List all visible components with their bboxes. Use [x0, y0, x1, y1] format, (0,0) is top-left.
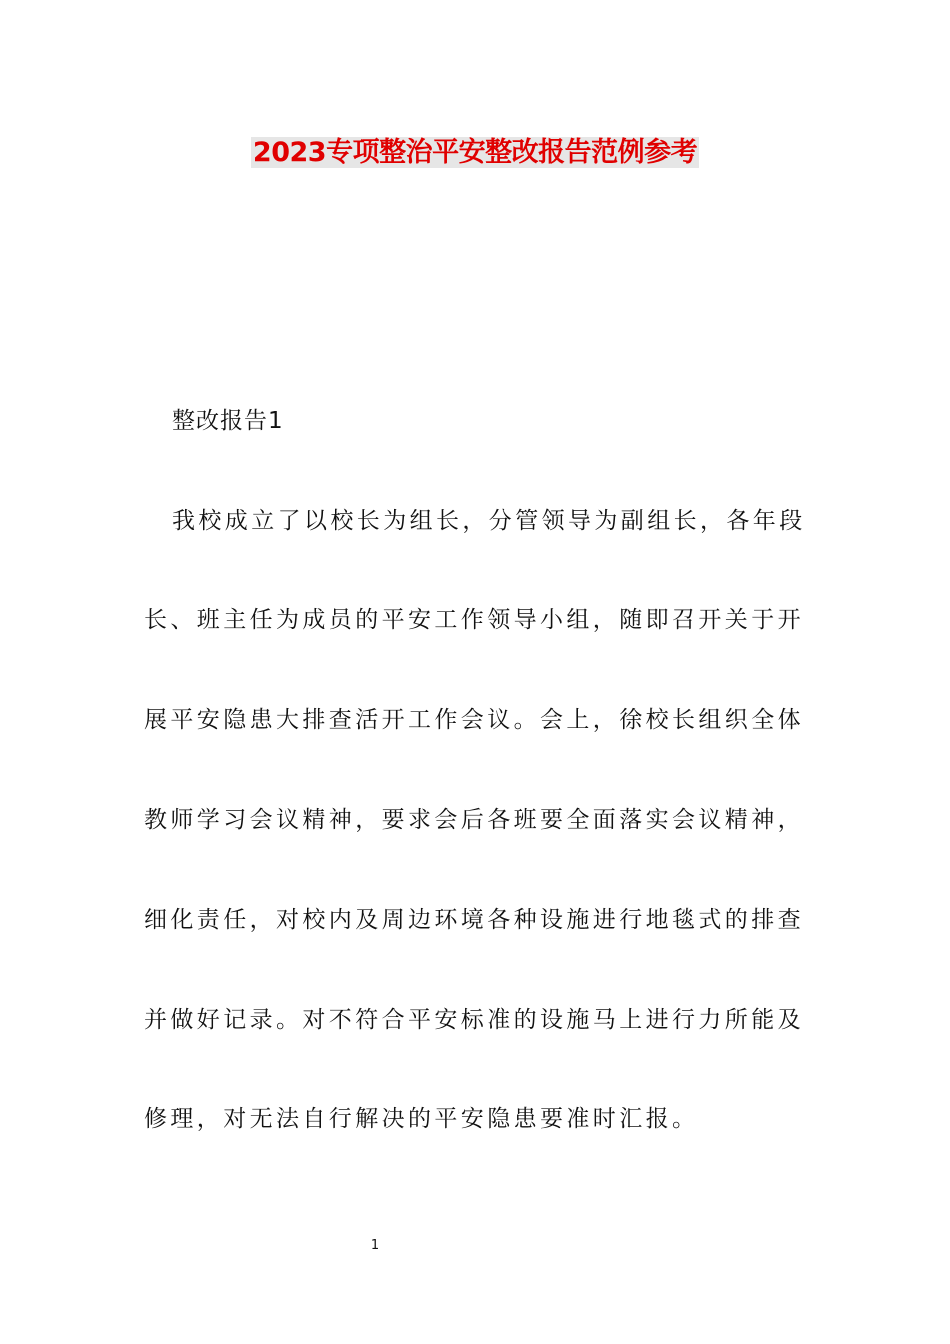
- paragraph-line: 教师学习会议精神，要求会后各班要全面落实会议精神，: [144, 807, 804, 833]
- section-heading: 整改报告1: [172, 408, 284, 434]
- document-title-text: 2023专项整治平安整改报告范例参考: [252, 137, 698, 168]
- paragraph-line: 展平安隐患大排查活开工作会议。会上，徐校长组织全体: [144, 707, 804, 733]
- paragraph-line: 细化责任，对校内及周边环境各种设施进行地毯式的排查: [144, 907, 804, 933]
- page-number: 1: [370, 1238, 380, 1253]
- document-title: [0, 136, 950, 170]
- paragraph-line: 我校成立了以校长为组长，分管领导为副组长，各年段: [172, 508, 806, 534]
- paragraph-line: 并做好记录。对不符合平安标准的设施马上进行力所能及: [144, 1007, 804, 1033]
- paragraph-line: 修理，对无法自行解决的平安隐患要准时汇报。: [144, 1106, 699, 1132]
- paragraph-line: 长、班主任为成员的平安工作领导小组，随即召开关于开: [144, 607, 804, 633]
